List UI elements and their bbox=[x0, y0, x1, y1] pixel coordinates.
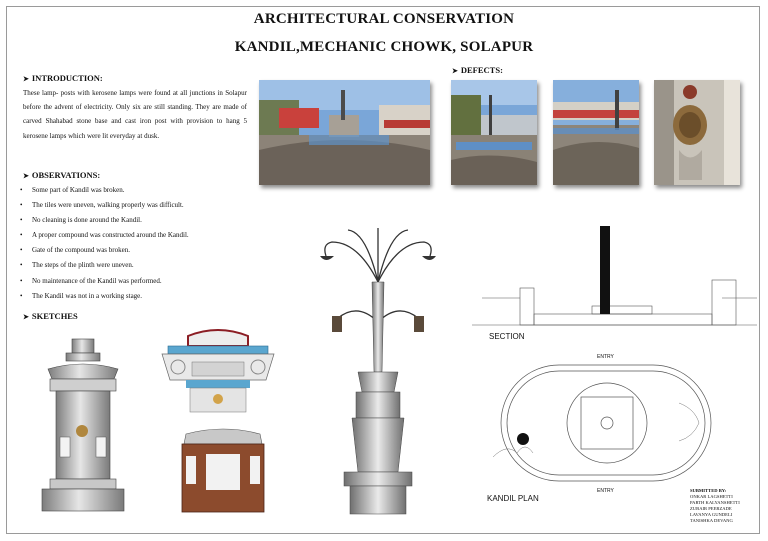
sketches-heading: ➤ SKETCHES bbox=[23, 311, 78, 321]
plan-label: KANDIL PLAN bbox=[487, 494, 539, 503]
submitted-by bbox=[690, 488, 740, 524]
submitter-name: LAVANYA GUNDELI bbox=[690, 512, 733, 517]
defect-photo-4 bbox=[654, 80, 740, 185]
arrow-bullet-icon: ➤ bbox=[23, 75, 29, 83]
list-item: • The Kandil was not in a working stage. bbox=[20, 291, 143, 300]
list-item: • A proper compound was constructed around the Kandil. bbox=[20, 231, 189, 240]
list-item: • No maintenance of the Kandil was performed. bbox=[20, 276, 162, 285]
arrow-bullet-icon: ➤ bbox=[23, 313, 29, 321]
sketch-lamp-post bbox=[318, 222, 438, 517]
plan-entry-top: ENTRY bbox=[597, 354, 614, 360]
introduction-heading: ➤ INTRODUCTION: bbox=[23, 73, 103, 83]
defect-photo-1 bbox=[259, 80, 430, 185]
arrow-bullet-icon: ➤ bbox=[452, 67, 458, 75]
sketch-kiosk bbox=[178, 424, 268, 516]
sketch-pillar-full bbox=[38, 335, 128, 515]
list-item: • Gate of the compound was broken. bbox=[20, 246, 130, 255]
submitter-name: TANISHKA DEVANG bbox=[690, 518, 733, 523]
list-item: • The steps of the plinth were uneven. bbox=[20, 261, 134, 270]
kandil-plan-drawing bbox=[473, 357, 733, 489]
submitter-name: ONKAR LAGSHETTI bbox=[690, 494, 733, 499]
poster-title: ARCHITECTURAL CONSERVATION bbox=[253, 11, 515, 27]
list-item: • Some part of Kandil was broken. bbox=[20, 186, 125, 194]
list-item: • The tiles were uneven, walking properly was difficult. bbox=[20, 201, 184, 210]
section-drawing bbox=[472, 222, 757, 332]
defects-heading: ➤ DEFECTS: bbox=[452, 65, 503, 75]
submitter-name: PARTH KALYANSHETTI bbox=[690, 500, 740, 505]
observations-heading: ➤ OBSERVATIONS: bbox=[23, 170, 101, 180]
arrow-bullet-icon: ➤ bbox=[23, 172, 29, 180]
poster-subtitle: KANDIL,MECHANIC CHOWK, SOLAPUR bbox=[234, 39, 534, 55]
submitted-heading: SUBMITTED BY: bbox=[690, 488, 727, 493]
plan-entry-bottom: ENTRY bbox=[597, 488, 614, 494]
list-item: • No cleaning is done around the Kandil. bbox=[20, 216, 142, 225]
defect-photo-3 bbox=[553, 80, 639, 185]
introduction-text: These lamp- posts with kerosene lamps were found at all junctions in Solapur before the advent of electricity. Only six are still standing. They are made of carved Shahabad stone base and cast iron post with provision to hang 5 kerosene lamps which were lit everyday at dusk. bbox=[23, 89, 247, 140]
defect-photo-2 bbox=[451, 80, 537, 185]
submitter-name: ZUBAIR PEERZADE bbox=[690, 506, 732, 511]
sketch-capital-detail bbox=[158, 322, 278, 417]
section-label: SECTION bbox=[489, 332, 525, 341]
observations-list bbox=[20, 183, 189, 304]
